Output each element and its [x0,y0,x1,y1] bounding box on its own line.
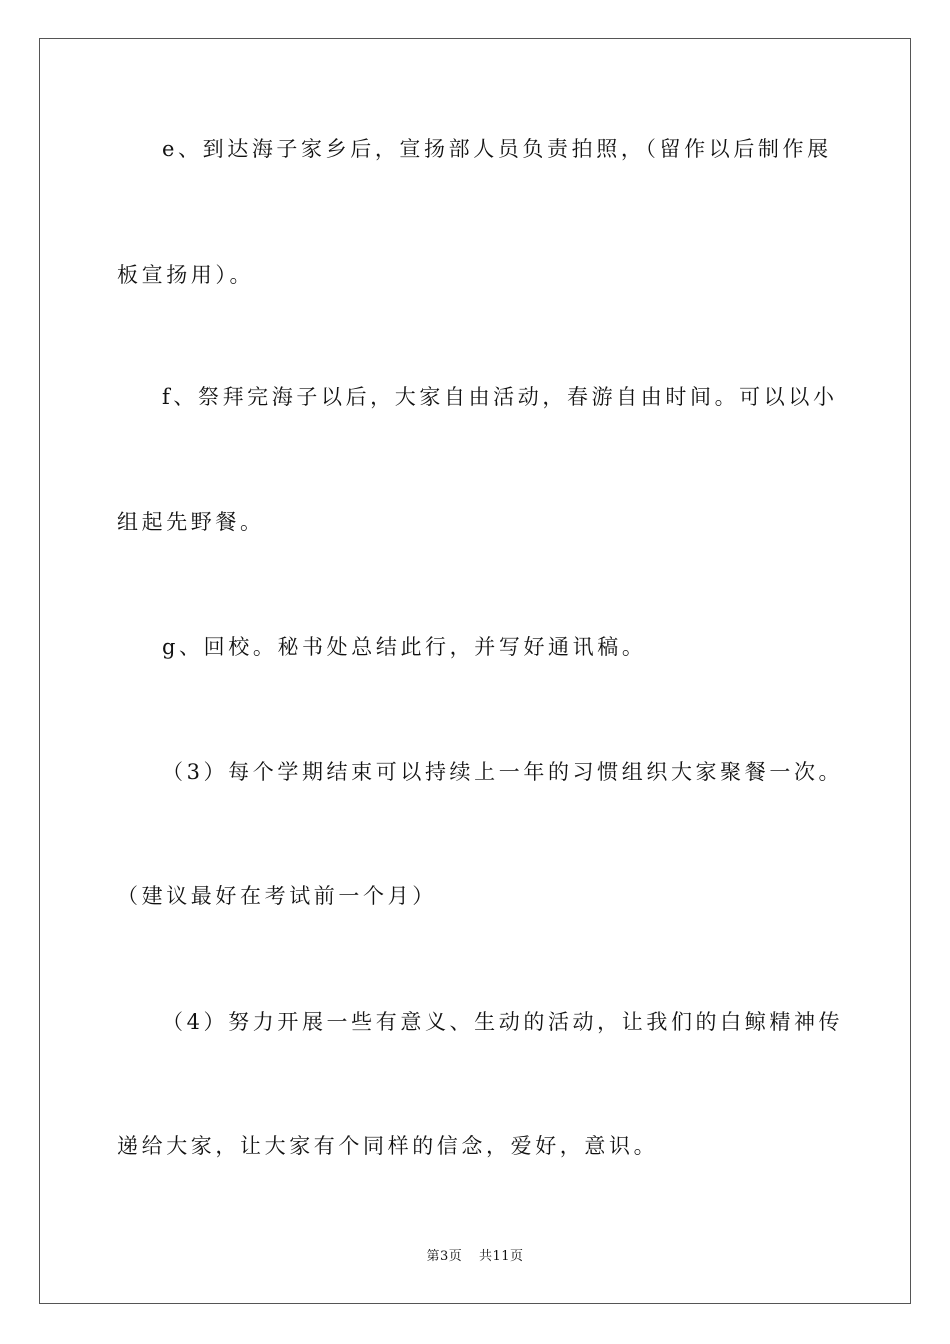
page-footer [0,1249,950,1265]
paragraph-3-line-2: （建议最好在考试前一个月） [117,884,437,908]
page-total: 共11页 [478,1249,524,1264]
paragraph-f-line-1: f、祭拜完海子以后，大家自由活动，春游自由时间。可以以小 [162,385,838,409]
paragraph-3-line-1: （3）每个学期结束可以持续上一年的习惯组织大家聚餐一次。 [162,760,844,784]
paragraph-e-line-1: e、到达海子家乡后，宣扬部人员负责拍照，（留作以后制作展 [162,137,832,161]
paragraph-e-line-2: 板宣扬用）。 [117,263,255,287]
page-number: 第3页 [426,1249,463,1264]
paragraph-4-line-2: 递给大家，让大家有个同样的信念，爱好，意识。 [117,1134,659,1158]
page-border [39,38,911,1304]
paragraph-4-line-1: （4）努力开展一些有意义、生动的活动，让我们的白鲸精神传 [162,1010,844,1034]
paragraph-g-line-1: g、回校。秘书处总结此行，并写好通讯稿。 [162,635,647,659]
paragraph-f-line-2: 组起先野餐。 [117,510,265,534]
